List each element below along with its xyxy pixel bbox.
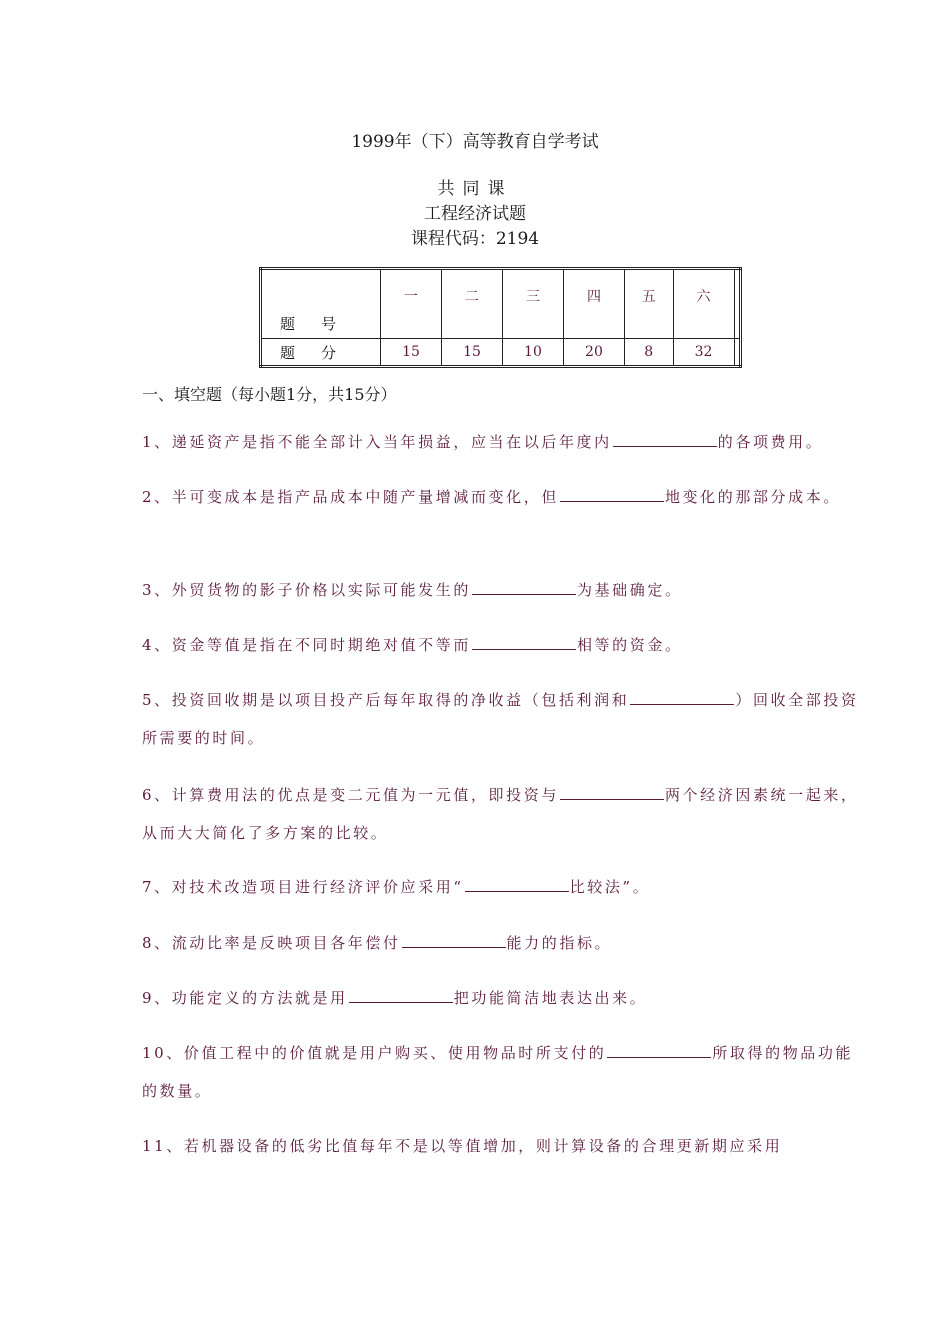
answer-blank[interactable] [472, 576, 576, 595]
column-header: 六 [673, 269, 734, 339]
column-header: 一 [381, 269, 442, 339]
question-item: 1、递延资产是指不能全部计入当年损益，应当在以后年度内 的各项费用。 [142, 423, 862, 461]
answer-blank[interactable] [630, 686, 734, 705]
column-header-total [734, 269, 741, 339]
question-item: 6、计算费用法的优点是变二元值为一元值，即投资与 两个经济因素统一起来，从而大大简化了多方案的比较。 [142, 776, 862, 852]
course-name: 工程经济试题 [424, 204, 526, 224]
column-header: 三 [502, 269, 563, 339]
score-cell: 15 [441, 339, 502, 367]
column-header: 二 [441, 269, 502, 339]
score-table [259, 267, 742, 368]
score-cell-total [734, 339, 741, 367]
score-table-header-row [261, 269, 741, 339]
question-item: 11、若机器设备的低劣比值每年不是以等值增加，则计算设备的合理更新期应采用 [142, 1137, 783, 1155]
question-item: 2、半可变成本是指产品成本中随产量增减而变化，但 地变化的那部分成本。 [142, 478, 862, 516]
question-item: 5、投资回收期是以项目投产后每年取得的净收益（包括利润和 ）回收全部投资所需要的时间。 [142, 681, 862, 757]
score-cell: 32 [673, 339, 734, 367]
score-cell: 15 [381, 339, 442, 367]
answer-blank[interactable] [613, 428, 717, 447]
question-item: 3、外贸货物的影子价格以实际可能发生的 为基础确定。 [142, 571, 862, 609]
score-cell: 8 [624, 339, 673, 367]
score-table-score-row [261, 339, 741, 367]
exam-title: 1999年（下）高等教育自学考试 [351, 132, 599, 152]
question-item: 9、功能定义的方法就是用 把功能简洁地表达出来。 [142, 979, 862, 1017]
answer-blank[interactable] [465, 873, 569, 892]
question-item: 7、对技术改造项目进行经济评价应采用“ 比较法”。 [142, 868, 862, 906]
answer-blank[interactable] [560, 781, 664, 800]
question-item: 4、资金等值是指在不同时期绝对值不等而 相等的资金。 [142, 626, 862, 664]
course-category: 共同课 [437, 179, 513, 199]
score-cell: 10 [502, 339, 563, 367]
question-item: 10、价值工程中的价值就是用户购买、使用物品时所支付的 所取得的物品功能的数量。 [142, 1034, 862, 1110]
answer-blank[interactable] [560, 483, 664, 502]
score-label: 题 分 [261, 339, 381, 367]
answer-blank[interactable] [402, 929, 506, 948]
column-header: 四 [563, 269, 624, 339]
score-cell: 20 [563, 339, 624, 367]
question-item: 8、流动比率是反映项目各年偿付 能力的指标。 [142, 924, 862, 962]
column-header: 五 [624, 269, 673, 339]
answer-blank[interactable] [472, 631, 576, 650]
section-title: 一、填空题（每小题1分，共15分） [142, 385, 397, 404]
question-number-label: 题 号 [261, 269, 381, 339]
course-code: 课程代码：2194 [410, 229, 540, 249]
answer-blank[interactable] [349, 984, 453, 1003]
answer-blank[interactable] [607, 1039, 711, 1058]
